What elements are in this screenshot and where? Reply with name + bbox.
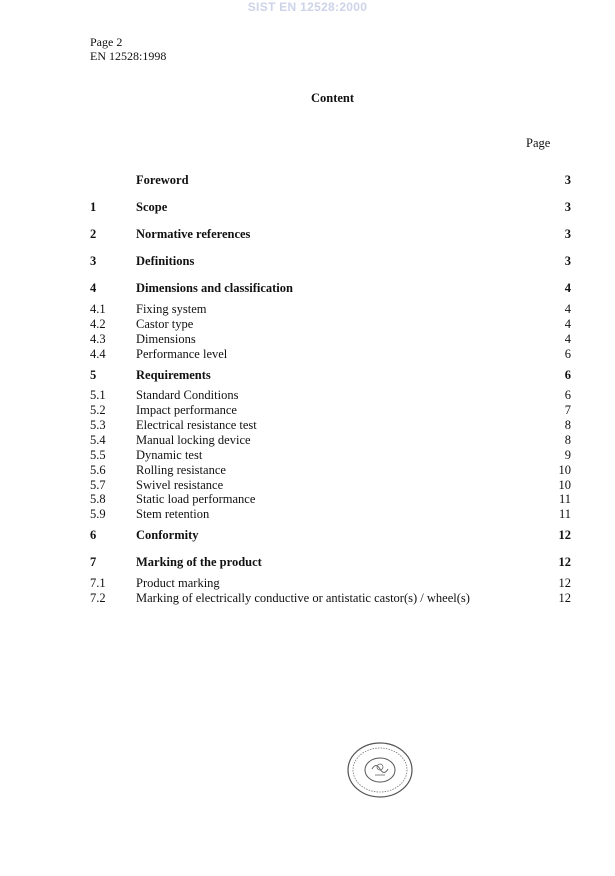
page-number: 3 bbox=[564, 200, 571, 214]
toc-entry bbox=[90, 199, 571, 215]
section-number: 5.6 bbox=[90, 463, 106, 477]
page-number: 12 bbox=[558, 576, 571, 590]
section-title: Standard Conditions bbox=[136, 388, 239, 402]
section-title: Normative references bbox=[136, 227, 251, 241]
toc-entry bbox=[90, 554, 571, 570]
section-number: 5.3 bbox=[90, 418, 106, 432]
toc-entry bbox=[90, 253, 571, 269]
toc-entry bbox=[90, 447, 571, 463]
section-number: 4.3 bbox=[90, 332, 106, 346]
toc-entry bbox=[90, 590, 571, 606]
section-number: 2 bbox=[90, 227, 97, 241]
page-number: 3 bbox=[564, 173, 571, 187]
toc-entry bbox=[90, 527, 571, 543]
section-title: Castor type bbox=[136, 317, 194, 331]
toc-entry bbox=[90, 346, 571, 362]
page-number-label: Page 2 bbox=[90, 35, 123, 49]
page-number: 11 bbox=[558, 507, 571, 521]
section-title: Conformity bbox=[136, 528, 199, 542]
section-number: 4 bbox=[90, 281, 97, 295]
section-title: Foreword bbox=[136, 173, 189, 187]
toc-entry bbox=[90, 491, 571, 507]
page-number: 12 bbox=[558, 555, 571, 569]
section-number: 5.4 bbox=[90, 433, 106, 447]
page-number: 4 bbox=[564, 317, 571, 331]
section-number: 7 bbox=[90, 555, 97, 569]
page-number: 3 bbox=[564, 227, 571, 241]
section-title: Stem retention bbox=[136, 507, 210, 521]
section-number: 1 bbox=[90, 200, 97, 214]
watermark: SIST EN 12528:2000 bbox=[247, 0, 368, 14]
page-number: 11 bbox=[558, 492, 571, 506]
section-title: Marking of electrically conductive or antistatic castor(s) / wheel(s) bbox=[136, 591, 470, 605]
page-number: 8 bbox=[564, 433, 571, 447]
page-number: 6 bbox=[564, 368, 571, 382]
page-number: 4 bbox=[564, 302, 571, 316]
section-title: Static load performance bbox=[136, 492, 256, 506]
section-number: 6 bbox=[90, 528, 97, 542]
page-number: 4 bbox=[564, 281, 571, 295]
page-number: 12 bbox=[558, 591, 571, 605]
section-title: Requirements bbox=[136, 368, 211, 382]
section-title: Electrical resistance test bbox=[136, 418, 257, 432]
page-number: 6 bbox=[564, 388, 571, 402]
section-title: Dimensions and classification bbox=[136, 281, 293, 295]
toc-entry bbox=[90, 387, 571, 403]
section-number: 5 bbox=[90, 368, 97, 382]
section-number: 4.1 bbox=[90, 302, 106, 316]
section-title: Fixing system bbox=[136, 302, 207, 316]
section-title: Swivel resistance bbox=[136, 478, 224, 492]
section-number: 4.2 bbox=[90, 317, 106, 331]
section-title: Dynamic test bbox=[136, 448, 203, 462]
toc-entry bbox=[90, 417, 571, 433]
toc-entry bbox=[90, 280, 571, 296]
section-number: 5.9 bbox=[90, 507, 106, 521]
section-title: Scope bbox=[136, 200, 168, 214]
page-number: 4 bbox=[564, 332, 571, 346]
page-number: 7 bbox=[564, 403, 571, 417]
page-column-label: Page bbox=[526, 136, 551, 150]
section-title: Impact performance bbox=[136, 403, 237, 417]
page-number: 9 bbox=[564, 448, 571, 462]
document-id: EN 12528:1998 bbox=[90, 49, 167, 63]
page-number: 6 bbox=[564, 347, 571, 361]
toc-entry bbox=[90, 367, 571, 383]
section-title: Marking of the product bbox=[136, 555, 262, 569]
section-number: 5.8 bbox=[90, 492, 106, 506]
section-number: 7.2 bbox=[90, 591, 106, 605]
page-header bbox=[90, 35, 166, 63]
section-number: 5.5 bbox=[90, 448, 106, 462]
toc-entry bbox=[90, 172, 571, 188]
section-number: 4.4 bbox=[90, 347, 106, 361]
section-title: Dimensions bbox=[136, 332, 196, 346]
page-number: 3 bbox=[564, 254, 571, 268]
toc-entry bbox=[90, 506, 571, 522]
toc-title: Content bbox=[310, 91, 355, 105]
toc-entry bbox=[90, 402, 571, 418]
section-title: Performance level bbox=[136, 347, 228, 361]
section-number: 7.1 bbox=[90, 576, 106, 590]
section-number: 5.1 bbox=[90, 388, 106, 402]
page-number: 10 bbox=[558, 463, 571, 477]
toc-entry bbox=[90, 226, 571, 242]
page-number: 12 bbox=[558, 528, 571, 542]
section-number: 3 bbox=[90, 254, 97, 268]
toc-entry bbox=[90, 432, 571, 448]
toc-entry bbox=[90, 316, 571, 332]
section-number: 5.2 bbox=[90, 403, 106, 417]
toc-entry bbox=[90, 462, 571, 478]
page-number: 10 bbox=[558, 478, 571, 492]
section-title: Product marking bbox=[136, 576, 220, 590]
section-title: Manual locking device bbox=[136, 433, 251, 447]
section-title: Rolling resistance bbox=[136, 463, 226, 477]
section-number: 5.7 bbox=[90, 478, 106, 492]
toc-entry bbox=[90, 575, 571, 591]
official-seal-icon bbox=[346, 741, 414, 799]
toc-entry bbox=[90, 301, 571, 317]
section-title: Definitions bbox=[136, 254, 195, 268]
page-number: 8 bbox=[564, 418, 571, 432]
toc-entry bbox=[90, 331, 571, 347]
